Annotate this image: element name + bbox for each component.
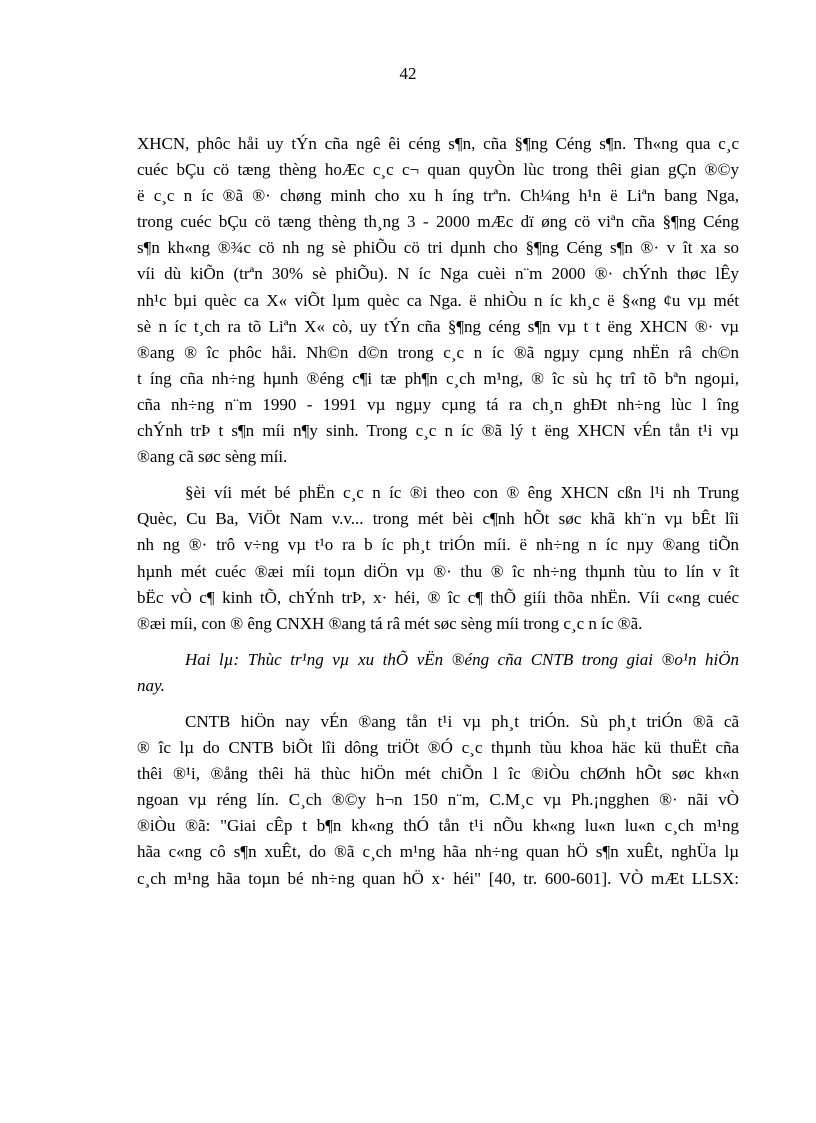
- page-number: 42: [399, 64, 417, 83]
- text-line: CNTB hiÖn nay vÉn ®ang tån t¹i vµ ph¸t triÓn. Sù ph¸t triÓn ®ã cã: [185, 711, 739, 731]
- text-line: ®iÒu ®ã: "Giai cÊp t b¶n kh«ng thÓ tån t¹i nÕu kh«ng lu«n lu«n c¸ch m¹ng: [137, 816, 739, 836]
- text-line: hµnh mét cuéc ®æi míi toµn diÖn vµ ®· thu ® îc nh÷ng thµnh tùu to lín v ît: [137, 561, 739, 581]
- text-line: Hai lµ: Thùc tr¹ng vµ xu thÕ vËn ®éng cña CNTB trong giai ®o¹n hiÖn: [185, 649, 739, 669]
- text-line: ® îc lµ do CNTB biÕt lîi dông triÖt ®Ó c¸c thµnh tùu khoa häc kü thuËt cña: [137, 738, 739, 758]
- text-line: cña nh÷ng n¨m 1990 - 1991 vµ ngµy cµng tá ra ch¸n ghÐt nh÷ng lùc l îng: [137, 394, 739, 414]
- text-line: t íng cña nh÷ng hµnh ®éng c¶i tæ ph¶n c¸ch m¹ng, ® îc sù hç trî tõ bªn ngoµi,: [137, 368, 739, 388]
- text-line: nay.: [137, 675, 165, 695]
- text-line: thêi ®¹i, ®ång thêi hä thùc hiÖn mét chiÕn l îc ®iÒu chØnh hÕt søc kh«n: [137, 764, 739, 784]
- text-line: ngoan vµ réng lín. C¸ch ®©y h¬n 150 n¨m, C.M¸c vµ Ph.¡ngghen ®· nãi vÒ: [137, 790, 739, 810]
- text-line: Quèc, Cu Ba, ViÖt Nam v.v... trong mét bèi c¶nh hÕt søc khã kh¨n vµ bÊt lîi: [137, 509, 739, 529]
- text-line: hãa c«ng cô s¶n xuÊt, do ®ã c¸ch m¹ng hãa nh÷ng quan hÖ s¶n xuÊt, nghÜa lµ: [137, 842, 739, 862]
- text-line: §èi víi mét bé phËn c¸c n íc ®i theo con ® êng XHCN cßn l¹i nh Trung: [185, 483, 739, 503]
- text-line: sè n íc t¸ch ra tõ Liªn X« cò, uy tÝn cña §¶ng céng s¶n vµ t t ëng XHCN ®· vµ: [137, 316, 739, 336]
- text-line: trong cuéc bÇu cö tæng thèng th¸ng 3 - 2000 mÆc dï øng cö viªn cña §¶ng Céng: [137, 212, 739, 232]
- paragraph-3: [137, 709, 739, 892]
- text-line: ë c¸c n íc ®ã ®· chøng minh cho xu h íng trªn. Ch¼ng h¹n ë Liªn bang Nga,: [137, 186, 739, 206]
- text-line: ®ang ® îc phôc håi. Nh©n d©n trong c¸c n íc ®ã ngµy cµng nhËn râ ch©n: [137, 342, 739, 362]
- text-line: nh¹c bµi quèc ca X« viÕt lµm quèc ca Nga. ë nhiÒu n íc kh¸c ë §«ng ¢u vµ mét: [137, 290, 739, 310]
- text-line: ®ang cã søc sèng míi.: [137, 447, 288, 467]
- section-heading-italic: [137, 647, 739, 699]
- text-line: c¸ch m¹ng hãa toµn bé nh÷ng quan hÖ x· héi" [40, tr. 600-601]. VÒ mÆt LLSX:: [137, 868, 739, 888]
- paragraph-2: [137, 480, 739, 637]
- paragraph-1: [137, 131, 739, 470]
- document-body: [137, 131, 739, 892]
- text-line: XHCN, phôc håi uy tÝn cña ngê êi céng s¶n, cña §¶ng Céng s¶n. Th«ng qua c¸c: [137, 134, 739, 153]
- text-line: s¶n kh«ng ®¾c cö nh ng sè phiÕu cö tri dµnh cho §¶ng Céng s¶n ®· v ît xa so: [137, 238, 739, 258]
- text-line: cuéc bÇu cö tæng thèng hoÆc c¸c c¬ quan quyÒn lùc trong thêi gian gÇn ®©y: [137, 160, 739, 180]
- text-line: nh ng ®· trô v÷ng vµ t¹o ra b íc ph¸t triÓn míi. ë nh÷ng n íc nµy ®ang tiÕn: [137, 535, 739, 555]
- text-line: bËc vÒ c¶ kinh tÕ, chÝnh trÞ, x· héi, ® îc c¶ thÕ giíi thõa nhËn. Víi c«ng cuéc: [137, 587, 739, 607]
- text-line: víi dù kiÕn (trªn 30% sè phiÕu). N íc Nga cuèi n¨m 2000 ®· chÝnh thøc lÊy: [137, 264, 739, 284]
- text-line: ®æi míi, con ® êng CNXH ®ang tá râ mét søc sèng míi trong c¸c n íc ®ã.: [137, 613, 643, 633]
- text-line: chÝnh trÞ t s¶n míi n¶y sinh. Trong c¸c n íc ®ã lý t ëng XHCN vÉn tån t¹i vµ: [137, 421, 739, 441]
